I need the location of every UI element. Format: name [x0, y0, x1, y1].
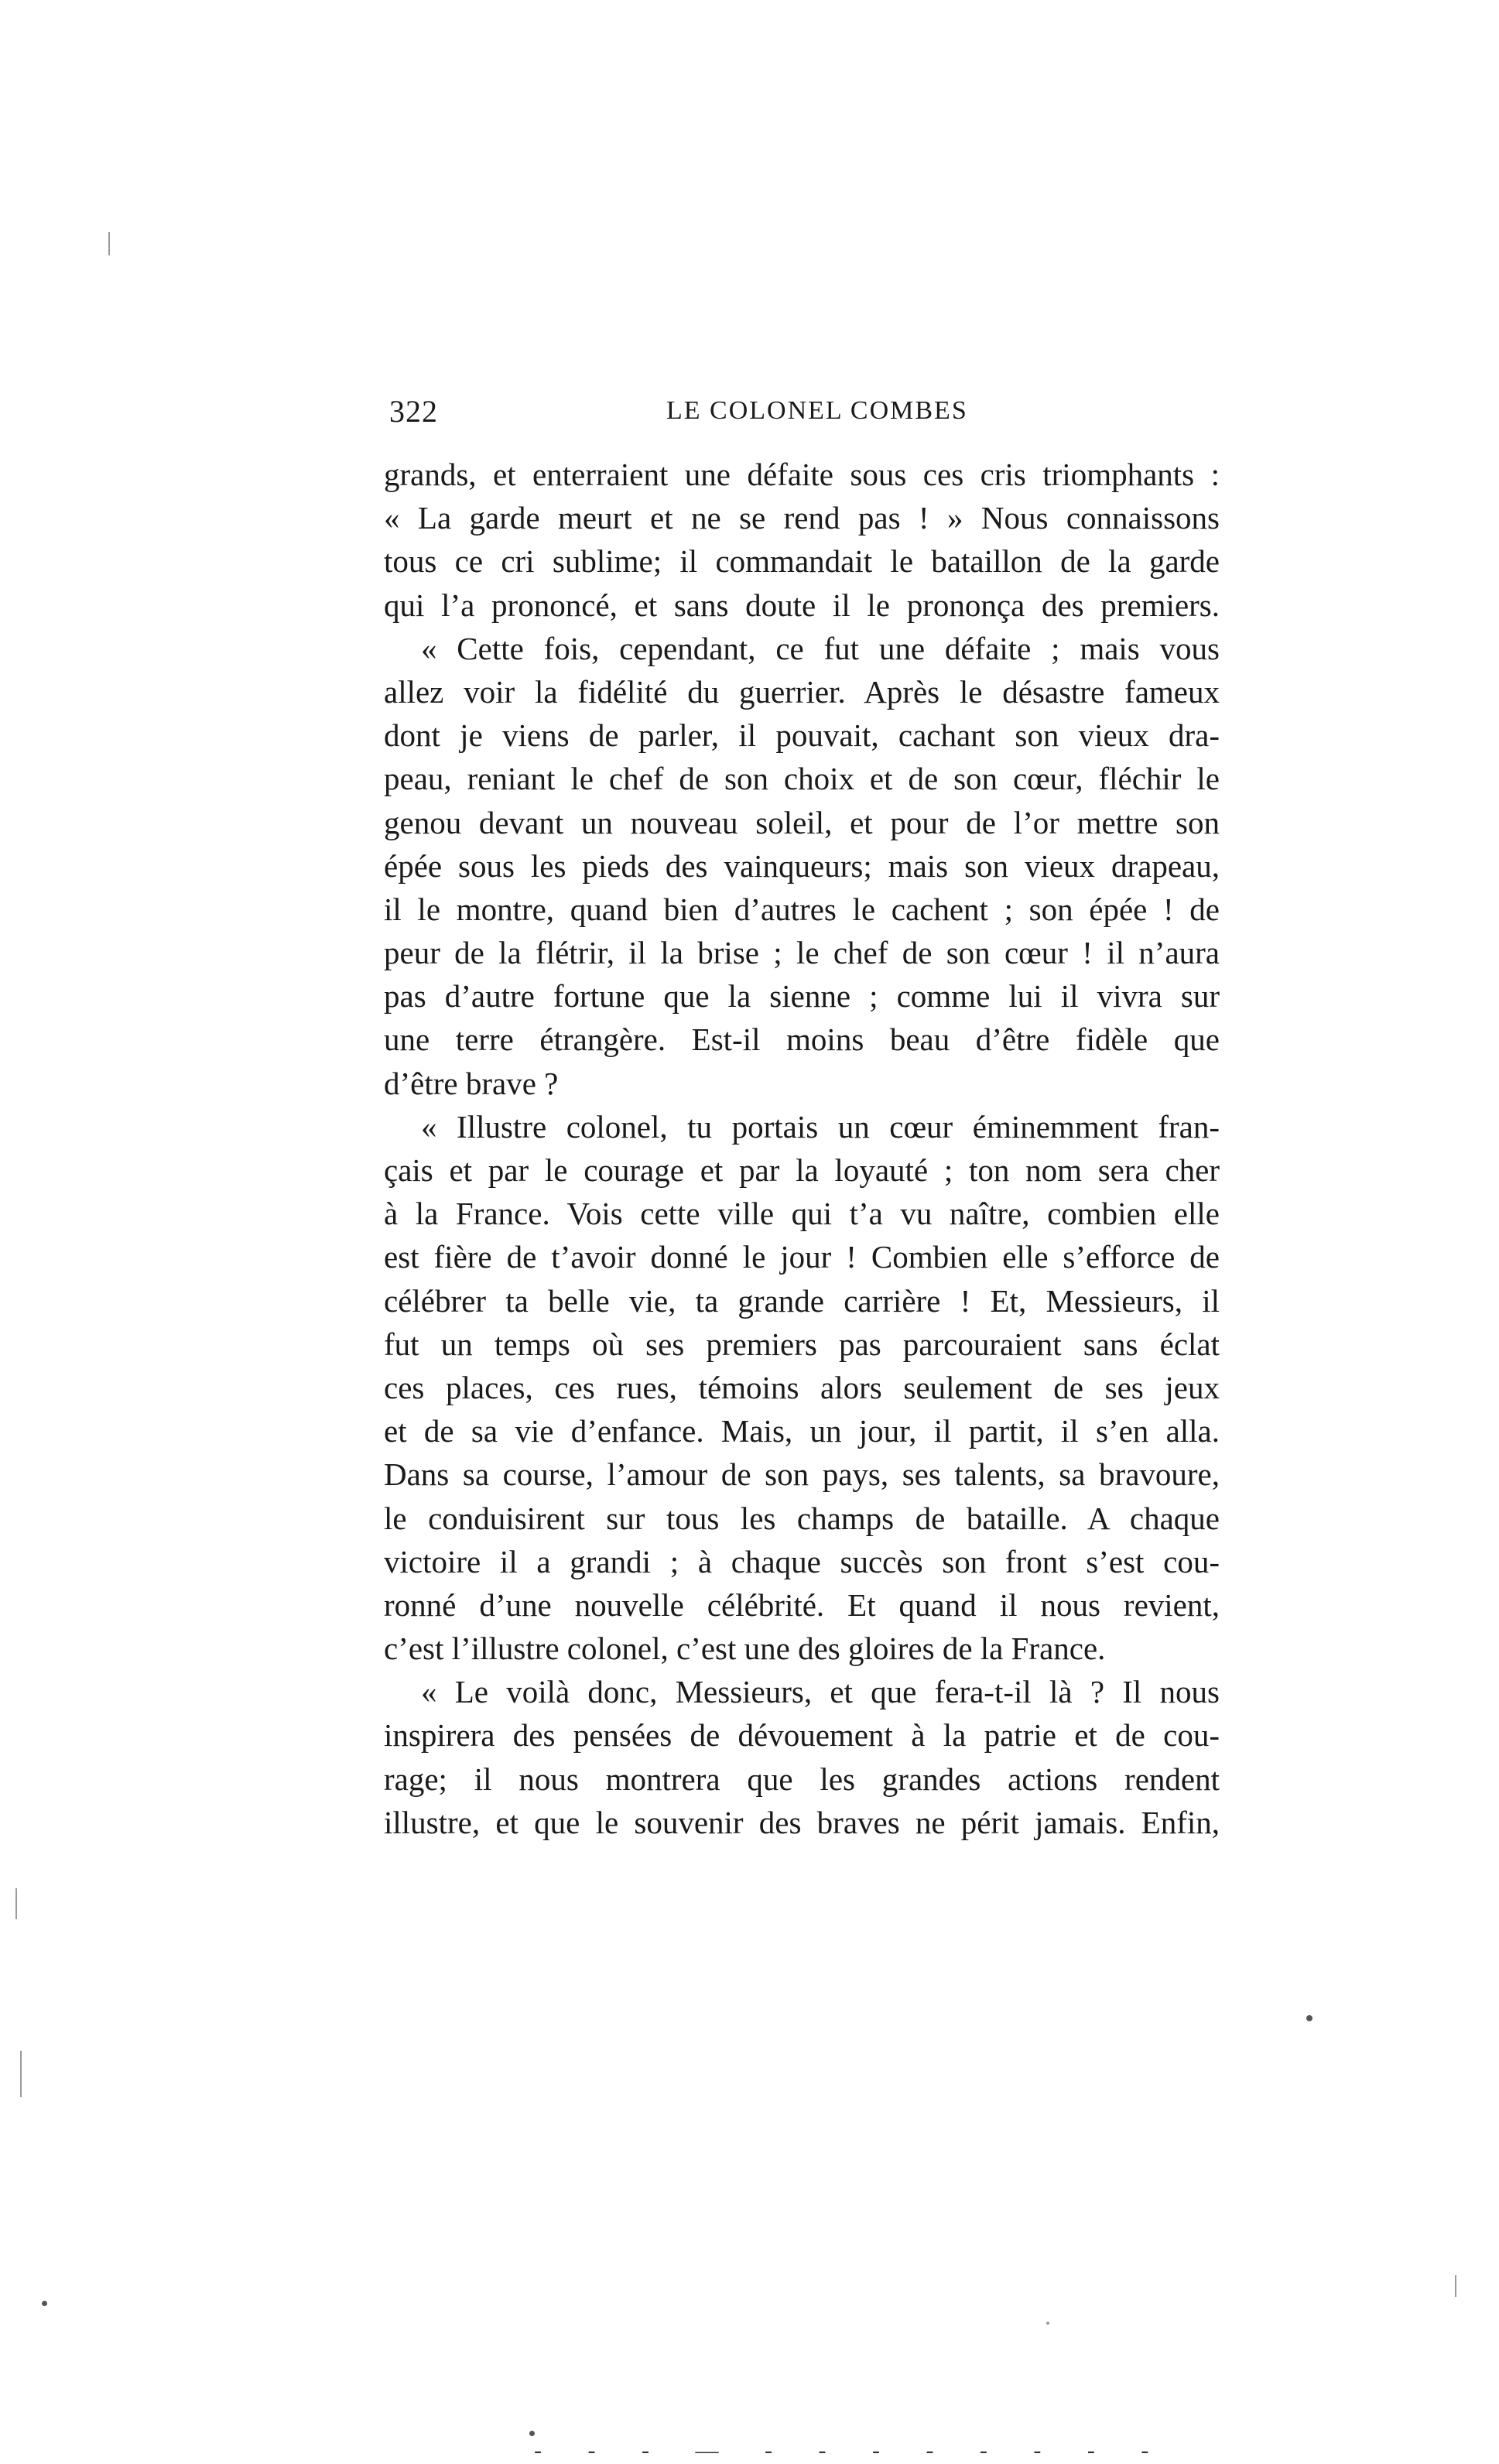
scan-speck [529, 2431, 535, 2436]
text-line: genou devant un nouveau soleil, et pour de l’or mettre son [384, 804, 1220, 840]
text-line: grands, et enterraient une défaite sous ces cris triomphants : [384, 457, 1220, 492]
text-line: victoire il a grandi ; à chaque succès son front s’est cou- [384, 1543, 1220, 1579]
text-line: Dans sa course, l’amour de son pays, ses talents, sa bravoure, [384, 1456, 1220, 1493]
text-line: çais et par le courage et par la loyauté ; ton nom sera cher [384, 1152, 1220, 1188]
scan-edge-mark [15, 1888, 17, 1919]
scan-speck [42, 2301, 47, 2306]
text-line: à la France. Vois cette ville qui t’a vu naître, combien elle [384, 1196, 1220, 1232]
running-head [389, 393, 1225, 440]
scan-edge-mark [108, 232, 110, 255]
text-line: tous ce cri sublime; il commandait le bataillon de la garde [384, 543, 1220, 580]
page-number: 322 [389, 394, 438, 429]
text-line: fut un temps où ses premiers pas parcouraient sans éclat [384, 1326, 1220, 1362]
running-title: LE COLONEL COMBES [666, 396, 968, 425]
text-line: qui l’a prononcé, et sans doute il le prononça des premiers. [384, 587, 1220, 623]
text-line: peur de la flétrir, il la brise ; le chef de son cœur ! il n’aura [384, 935, 1220, 971]
text-line: est fière de t’avoir donné le jour ! Combien elle s’efforce de [384, 1239, 1220, 1275]
text-line: ces places, ces rues, témoins alors seulement de ses jeux [384, 1369, 1220, 1405]
text-line: le conduisirent sur tous les champs de bataille. A chaque [384, 1500, 1220, 1536]
text-line: allez voir la fidélité du guerrier. Après le désastre fameux [384, 673, 1220, 710]
text-line: et de sa vie d’enfance. Mais, un jour, il partit, il s’en alla. [384, 1413, 1220, 1449]
text-line: célébrer ta belle vie, ta grande carrière ! Et, Messieurs, il [384, 1282, 1220, 1319]
text-line: une terre étrangère. Est-il moins beau d’être fidèle que [384, 1022, 1220, 1058]
text-line: dont je viens de parler, il pouvait, cachant son vieux dra- [384, 717, 1220, 754]
bottom-edge-marks: - - - — - - - - - - - - [534, 2438, 1169, 2463]
text-line: c’est l’illustre colonel, c’est une des gloires de la France. [384, 1631, 1106, 1667]
scan-speck [1046, 2322, 1049, 2325]
text-line: « Illustre colonel, tu portais un cœur éminemment fran- [421, 1108, 1220, 1145]
text-line: d’être brave ? [384, 1065, 559, 1101]
text-line: « Cette fois, cependant, ce fut une défaite ; mais vous [421, 630, 1220, 666]
scan-edge-mark [20, 2051, 22, 2097]
text-line: ronné d’une nouvelle célébrité. Et quand il nous revient, [384, 1586, 1220, 1623]
scan-speck [1306, 2015, 1312, 2021]
text-line: épée sous les pieds des vainqueurs; mais son vieux drapeau, [384, 847, 1220, 884]
text-line: pas d’autre fortune que la sienne ; comme lui il vivra sur [384, 978, 1220, 1015]
text-line: « La garde meurt et ne se rend pas ! » Nous connaissons [384, 500, 1220, 536]
text-line: « Le voilà donc, Messieurs, et que fera-t-il là ? Il nous [421, 1674, 1220, 1710]
text-line: illustre, et que le souvenir des braves ne périt jamais. Enfin, [384, 1804, 1220, 1840]
text-line: peau, reniant le chef de son choix et de son cœur, fléchir le [384, 761, 1220, 797]
scan-edge-mark [1455, 2275, 1456, 2297]
text-line: il le montre, quand bien d’autres le cachent ; son épée ! de [384, 891, 1220, 927]
body-text [384, 453, 1220, 1844]
text-line: inspirera des pensées de dévouement à la patrie et de cou- [384, 1717, 1220, 1754]
text-line: rage; il nous montrera que les grandes actions rendent [384, 1761, 1220, 1797]
